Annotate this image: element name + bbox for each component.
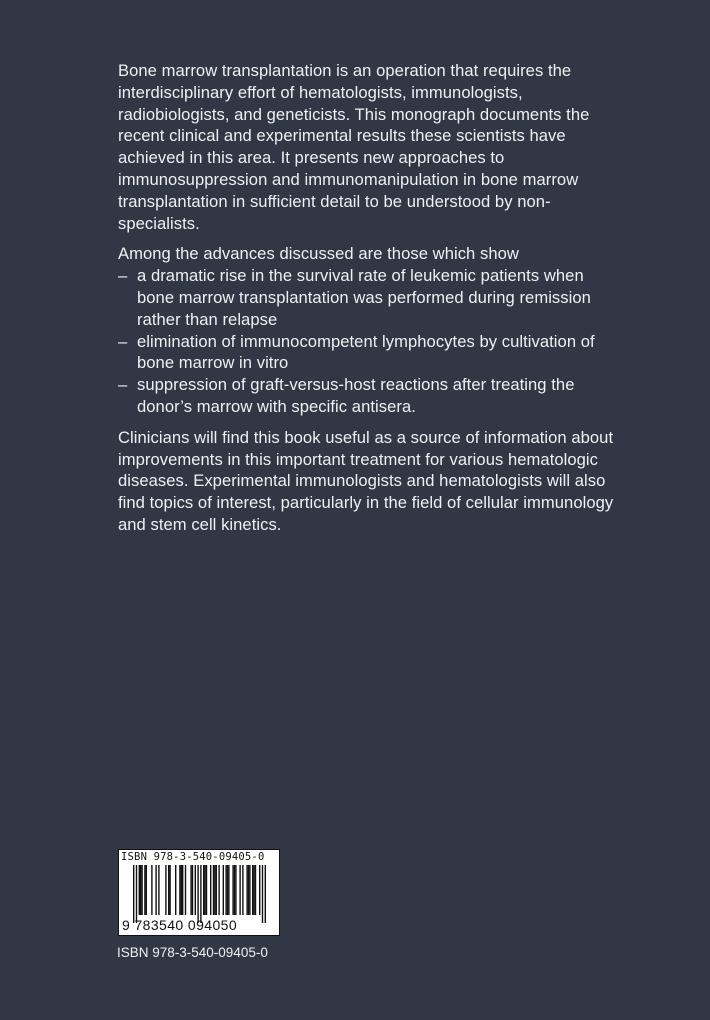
barcode-bar — [213, 865, 214, 915]
barcode-bar — [255, 865, 256, 915]
barcode-bar — [151, 865, 152, 915]
barcode-bar — [248, 865, 249, 915]
barcode-bar — [218, 865, 219, 915]
barcode-bar — [216, 865, 217, 915]
barcode-bar — [252, 865, 253, 915]
barcode-bar — [210, 865, 211, 915]
barcode-bar — [223, 865, 224, 915]
barcode-bar — [259, 865, 260, 915]
barcode-bar — [139, 865, 140, 915]
barcode-bar — [169, 865, 170, 915]
barcode — [118, 849, 280, 936]
barcode-bar — [203, 865, 204, 915]
list-item-text: a dramatic rise in the survival rate of leukemic patients when bone marrow transplantation was performed during remission rather than relapse — [137, 266, 591, 329]
barcode-bar — [242, 865, 243, 915]
barcode-guard-bar — [197, 865, 198, 923]
blurb-paragraph-1: Bone marrow transplantation is an operation that requires the interdisciplinary effort of hematologists, immunologists, radiobiologists, and geneticists. This monograph documents the recent clinical and experimental results these scientists have achieved in this area. It presents new approaches to immunosuppression and immunomanipulation in bone marrow transplantation in sufficient detail to be understood by non-specialists. — [118, 61, 590, 233]
barcode-bar — [158, 865, 159, 915]
barcode-bar — [235, 865, 236, 915]
barcode-bar — [253, 865, 254, 915]
barcode-bar — [227, 865, 228, 915]
barcode-bar — [190, 865, 191, 915]
barcode-bar — [192, 865, 193, 915]
advances-list — [118, 265, 618, 418]
barcode-bar — [181, 865, 182, 915]
barcode-bar — [214, 865, 215, 915]
list-item — [118, 374, 618, 418]
barcode-bar — [144, 865, 145, 915]
barcode-bar — [228, 865, 229, 915]
barcode-bar — [141, 865, 142, 915]
barcode-guard-bar — [133, 865, 134, 923]
barcode-bar — [165, 865, 166, 915]
barcode-bar — [146, 865, 147, 915]
barcode-guard-bar — [200, 865, 201, 923]
barcode-bar — [175, 865, 176, 915]
barcode-bar — [206, 865, 207, 915]
barcode-bar — [140, 865, 141, 915]
isbn-text: ISBN 978-3-540-09405-0 — [117, 945, 268, 960]
barcode-guard-bar — [265, 865, 266, 923]
list-item-text: suppression of graft-versus-host reactions after treating the donor’s marrow with specific antisera. — [137, 375, 575, 416]
barcode-bar — [182, 865, 183, 915]
barcode-bar — [185, 865, 186, 915]
dash-marker: – — [118, 266, 128, 286]
list-item — [118, 331, 618, 375]
list-item-text: elimination of immunocompetent lymphocytes by cultivation of bone marrow in vitro — [137, 331, 595, 373]
barcode-bar — [246, 865, 247, 915]
barcode-bar — [249, 865, 250, 915]
barcode-isbn-label: ISBN 978-3-540-09405-0 — [121, 851, 265, 863]
blurb-paragraph-2-intro: Among the advances discussed are those which show — [118, 244, 519, 264]
barcode-bar — [168, 865, 169, 915]
barcode-bar — [155, 865, 156, 915]
barcode-bar — [204, 865, 205, 915]
dash-marker: – — [118, 375, 128, 395]
barcode-bar — [234, 865, 235, 915]
list-item — [118, 265, 618, 330]
barcode-digits: 9 783540 094050 — [122, 917, 237, 933]
barcode-guard-bar — [136, 865, 137, 923]
barcode-bar — [195, 865, 196, 915]
dash-marker: – — [118, 331, 128, 351]
blurb-text — [118, 60, 618, 545]
barcode-bar — [239, 865, 240, 915]
barcode-bar — [179, 865, 180, 915]
blurb-paragraph-3: Clinicians will find this book useful as a source of information about improvements in this important treatment for various hematologic diseases. Experimental immunologists and hematologists will also find topics of interest, particularly in the field of cellular immunology and stem cell kinetics. — [118, 427, 614, 534]
barcode-guard-bar — [262, 865, 263, 923]
barcode-bar — [232, 865, 233, 915]
barcode-bar — [225, 865, 226, 915]
